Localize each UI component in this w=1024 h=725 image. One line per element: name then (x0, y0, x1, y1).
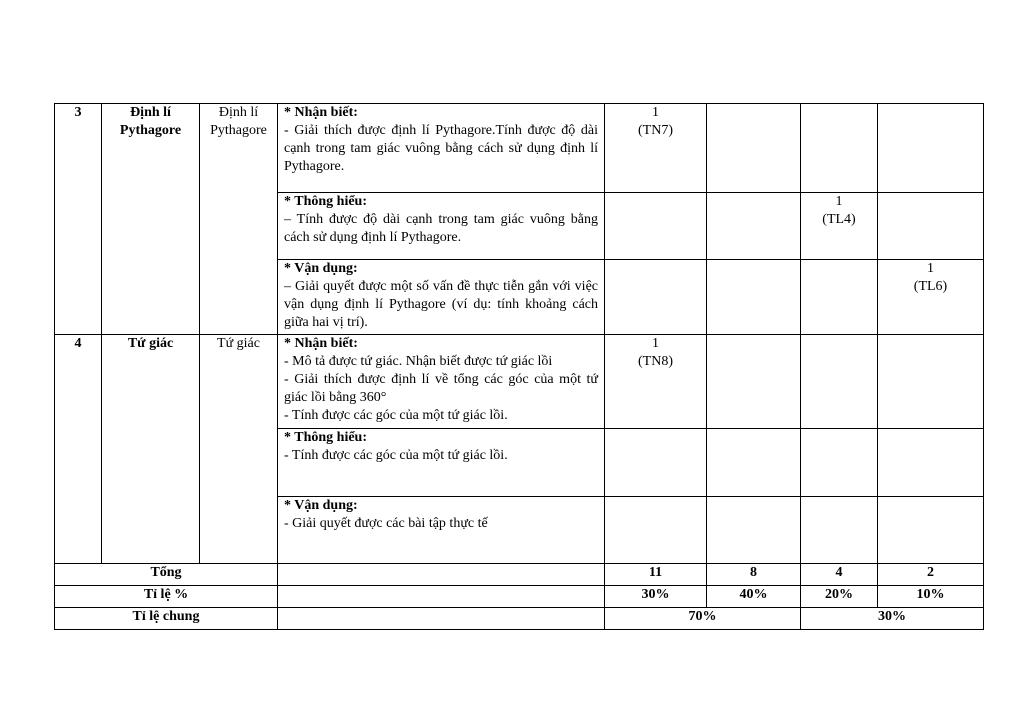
requirement-cell (278, 497, 605, 564)
question-count-text: (TN8) (638, 354, 673, 369)
chapter-cell (102, 335, 200, 564)
requirement-text: - Mô tả được tứ giác. Nhận biết được tứ giác lồi (284, 354, 553, 369)
footer-label: Tỉ lệ % (55, 586, 278, 608)
question-count-cell (707, 429, 801, 497)
content-name: Định lí (218, 105, 259, 120)
question-count-cell (707, 193, 801, 260)
footer-empty-cell (278, 608, 605, 630)
content-cell (200, 335, 278, 564)
question-count-cell (707, 497, 801, 564)
requirement-text: – Tính được độ dài cạnh trong tam giác vuông bằng cách sử dụng định lí Pythagore. (284, 212, 598, 245)
row-number (55, 335, 102, 564)
footer-value: 8 (707, 564, 801, 586)
footer-value: 30% (801, 608, 984, 630)
question-count-cell (801, 260, 878, 335)
level-title: * Nhận biết: (284, 105, 358, 120)
footer-value: 70% (605, 608, 801, 630)
row-number-value: 3 (74, 105, 82, 120)
chapter-name: Pythagore (119, 123, 182, 138)
requirement-text: - Tính được các góc của một tứ giác lồi. (284, 408, 508, 423)
chapter-cell (102, 104, 200, 335)
footer-value: 30% (605, 586, 707, 608)
assessment-matrix-table (54, 103, 984, 630)
question-count-text: 1 (927, 261, 934, 276)
table-row (55, 564, 984, 586)
question-count-cell (801, 335, 878, 429)
question-count-cell (707, 260, 801, 335)
footer-value: 40% (707, 586, 801, 608)
question-count-text: (TL4) (822, 212, 856, 227)
question-count-cell (878, 104, 984, 193)
footer-label: Tỉ lệ chung (55, 608, 278, 630)
footer-value: 11 (605, 564, 707, 586)
footer-value: 4 (801, 564, 878, 586)
content-cell (200, 104, 278, 335)
row-number (55, 104, 102, 335)
footer-value: 20% (801, 586, 878, 608)
question-count-text: 1 (652, 336, 659, 351)
table-row (55, 335, 984, 429)
table-row (55, 104, 984, 193)
question-count-cell (801, 193, 878, 260)
question-count-cell (878, 335, 984, 429)
question-count-cell (605, 104, 707, 193)
requirement-cell (278, 335, 605, 429)
footer-label: Tổng (55, 564, 278, 586)
requirement-text: - Giải quyết được các bài tập thực tế (284, 516, 488, 531)
table-row (55, 586, 984, 608)
level-title: * Vận dụng: (284, 261, 358, 276)
chapter-name: Định lí (130, 105, 171, 120)
question-count-cell (801, 104, 878, 193)
level-title: * Nhận biết: (284, 336, 358, 351)
footer-empty-cell (278, 564, 605, 586)
requirement-cell (278, 193, 605, 260)
content-name: Tứ giác (217, 336, 260, 351)
requirement-cell (278, 429, 605, 497)
level-title: * Vận dụng: (284, 498, 358, 513)
question-count-cell (605, 335, 707, 429)
footer-empty-cell (278, 586, 605, 608)
level-title: * Thông hiểu: (284, 430, 367, 445)
content-name: Pythagore (210, 123, 267, 138)
question-count-cell (878, 429, 984, 497)
footer-value: 10% (878, 586, 984, 608)
row-number-value: 4 (74, 336, 82, 351)
question-count-text: (TL6) (913, 279, 948, 294)
question-count-cell (707, 335, 801, 429)
question-count-text: 1 (835, 194, 843, 209)
requirement-text: - Tính được các góc của một tứ giác lồi. (284, 448, 508, 463)
requirement-text: - Giải thích được định lí về tổng các góc của một tứ giác lồi bằng 360° (284, 372, 598, 405)
question-count-cell (605, 497, 707, 564)
question-count-cell (801, 429, 878, 497)
question-count-text: 1 (652, 105, 659, 120)
question-count-cell (801, 497, 878, 564)
requirement-text: - Giải thích được định lí Pythagore.Tính được độ dài cạnh trong tam giác vuông bằng cách sử dụng định lí Pythagore. (284, 123, 598, 174)
requirement-cell (278, 260, 605, 335)
requirement-text: – Giải quyết được một số vấn đề thực tiễn gắn với việc vận dụng định lí Pythagore (ví dụ: tính khoảng cách giữa hai vị trí). (284, 279, 598, 330)
question-count-cell (605, 193, 707, 260)
table-row (55, 608, 984, 630)
requirement-cell (278, 104, 605, 193)
question-count-cell (605, 260, 707, 335)
question-count-text: (TN7) (638, 123, 673, 138)
level-title: * Thông hiểu: (284, 194, 367, 209)
question-count-cell (707, 104, 801, 193)
question-count-cell (878, 193, 984, 260)
question-count-cell (878, 497, 984, 564)
footer-value: 2 (878, 564, 984, 586)
chapter-name: Tứ giác (127, 336, 174, 351)
question-count-cell (878, 260, 984, 335)
question-count-cell (605, 429, 707, 497)
matrix-body (55, 104, 984, 630)
